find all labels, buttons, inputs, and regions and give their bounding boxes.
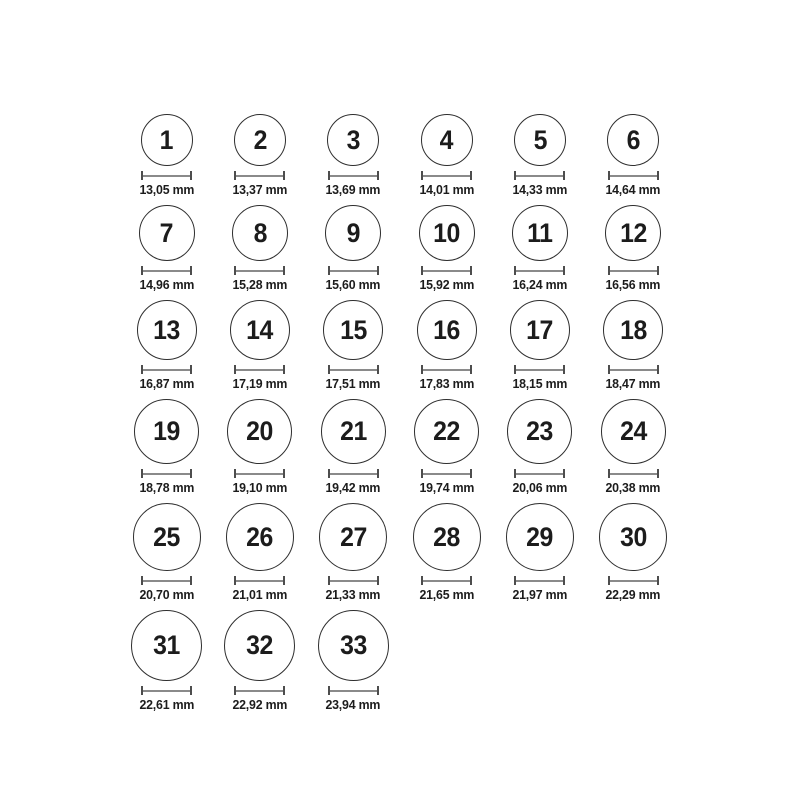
ring-size-number: 22 xyxy=(433,416,460,446)
ring-size-cell xyxy=(586,399,679,495)
diameter-label: 20,70 mm xyxy=(139,587,195,602)
ring-circle xyxy=(234,114,286,166)
ring-size-number: 13 xyxy=(153,314,180,345)
ring-circle xyxy=(227,399,292,464)
diameter-ruler xyxy=(608,266,659,275)
diameter-label: 18,47 mm xyxy=(605,376,661,391)
ring-size-cell xyxy=(400,503,493,602)
diameter-ruler xyxy=(421,266,472,275)
diameter-ruler xyxy=(234,576,285,585)
ring-size-cell xyxy=(307,399,400,495)
diameter-ruler xyxy=(421,365,472,374)
ring-size-number: 23 xyxy=(526,416,554,446)
diameter-ruler xyxy=(421,469,472,478)
ring-size-cell xyxy=(213,610,306,712)
ring-size-number: 28 xyxy=(433,521,460,552)
ring-size-number: 19 xyxy=(153,416,180,446)
diameter-ruler-line xyxy=(516,580,563,582)
diameter-ruler-line xyxy=(236,690,283,692)
diameter-label: 22,61 mm xyxy=(139,697,195,712)
diameter-ruler-line xyxy=(143,369,190,371)
diameter-ruler-line xyxy=(423,369,470,371)
ring-size-number: 2 xyxy=(253,124,267,155)
diameter-label: 13,05 mm xyxy=(139,182,195,197)
ring-size-number: 8 xyxy=(253,217,267,248)
ring-size-number: 14 xyxy=(246,314,274,345)
ring-size-cell xyxy=(586,205,679,292)
ring-size-cell xyxy=(213,399,306,495)
ring-size-number: 24 xyxy=(619,416,647,446)
ring-circle xyxy=(325,205,381,261)
diameter-label: 19,10 mm xyxy=(232,480,288,495)
ring-circle xyxy=(226,503,294,571)
diameter-ruler xyxy=(328,365,379,374)
diameter-label: 19,74 mm xyxy=(419,480,474,495)
ring-size-cell xyxy=(400,399,493,495)
ring-circle xyxy=(603,300,663,360)
diameter-label: 14,01 mm xyxy=(419,182,474,197)
diameter-ruler xyxy=(328,686,379,695)
diameter-label: 22,92 mm xyxy=(232,697,288,712)
ring-size-number: 9 xyxy=(346,217,360,248)
diameter-ruler-line xyxy=(516,473,563,475)
diameter-label: 14,33 mm xyxy=(512,182,568,197)
diameter-ruler xyxy=(608,171,659,180)
diameter-ruler xyxy=(234,469,285,478)
ring-circle xyxy=(232,205,288,261)
ring-circle xyxy=(134,399,199,464)
diameter-ruler xyxy=(328,469,379,478)
diameter-ruler-line xyxy=(610,369,657,371)
ring-size-row xyxy=(120,503,680,602)
ring-circle xyxy=(421,114,473,166)
diameter-ruler xyxy=(514,171,565,180)
diameter-ruler xyxy=(141,365,192,374)
ring-circle xyxy=(224,610,295,681)
diameter-ruler xyxy=(514,469,565,478)
diameter-ruler-line xyxy=(143,580,190,582)
ring-circle xyxy=(599,503,667,571)
ring-circle xyxy=(506,503,574,571)
diameter-ruler-line xyxy=(236,369,283,371)
diameter-ruler-line xyxy=(423,580,470,582)
diameter-ruler xyxy=(421,171,472,180)
diameter-label: 23,94 mm xyxy=(325,697,381,712)
diameter-label: 19,42 mm xyxy=(325,480,381,495)
diameter-ruler xyxy=(514,365,565,374)
diameter-ruler-line xyxy=(143,270,190,272)
ring-circle xyxy=(141,114,193,166)
diameter-label: 16,87 mm xyxy=(139,376,195,391)
diameter-ruler-line xyxy=(516,270,563,272)
diameter-ruler-line xyxy=(236,473,283,475)
ring-size-cell xyxy=(120,300,213,391)
diameter-ruler xyxy=(141,266,192,275)
diameter-ruler-line xyxy=(330,690,377,692)
diameter-ruler xyxy=(608,469,659,478)
ring-size-cell xyxy=(213,503,306,602)
diameter-label: 21,33 mm xyxy=(325,587,381,602)
diameter-label: 22,29 mm xyxy=(605,587,661,602)
diameter-label: 16,24 mm xyxy=(512,277,568,292)
ring-size-cell xyxy=(307,205,400,292)
diameter-ruler xyxy=(328,266,379,275)
ring-size-number: 11 xyxy=(527,217,553,248)
diameter-ruler-line xyxy=(610,473,657,475)
diameter-ruler-line xyxy=(236,580,283,582)
diameter-label: 17,83 mm xyxy=(419,376,474,391)
diameter-ruler-line xyxy=(330,473,377,475)
ring-circle xyxy=(131,610,202,681)
diameter-ruler-line xyxy=(423,270,470,272)
ring-circle xyxy=(512,205,568,261)
ring-size-row xyxy=(120,610,680,712)
ring-size-number: 7 xyxy=(159,217,174,248)
diameter-label: 21,65 mm xyxy=(419,587,474,602)
ring-circle xyxy=(327,114,379,166)
diameter-label: 18,78 mm xyxy=(139,480,195,495)
diameter-label: 18,15 mm xyxy=(512,376,568,391)
diameter-label: 20,38 mm xyxy=(605,480,661,495)
diameter-ruler xyxy=(514,576,565,585)
ring-size-cell xyxy=(120,610,213,712)
ring-size-number: 25 xyxy=(153,521,180,552)
ring-size-number: 1 xyxy=(159,124,174,155)
ring-size-row xyxy=(120,205,680,292)
diameter-label: 17,51 mm xyxy=(325,376,381,391)
ring-size-number: 3 xyxy=(346,124,360,155)
ring-circle xyxy=(230,300,290,360)
diameter-ruler-line xyxy=(610,175,657,177)
ring-size-cell xyxy=(493,205,586,292)
diameter-ruler-line xyxy=(236,175,283,177)
ring-size-cell xyxy=(307,503,400,602)
ring-size-number: 5 xyxy=(533,124,547,155)
ring-size-number: 15 xyxy=(339,314,367,345)
ring-size-cell xyxy=(120,399,213,495)
diameter-ruler-line xyxy=(610,580,657,582)
ring-circle xyxy=(319,503,387,571)
ring-size-cell xyxy=(493,300,586,391)
ring-circle xyxy=(414,399,479,464)
diameter-label: 13,69 mm xyxy=(325,182,381,197)
ring-size-chart xyxy=(120,0,680,712)
ring-circle xyxy=(413,503,481,571)
ring-circle xyxy=(321,399,386,464)
ring-size-number: 32 xyxy=(246,630,274,660)
ring-size-number: 21 xyxy=(339,416,367,446)
diameter-label: 15,92 mm xyxy=(419,277,474,292)
ring-size-cell xyxy=(213,300,306,391)
diameter-ruler-line xyxy=(236,270,283,272)
diameter-ruler-line xyxy=(330,270,377,272)
ring-size-cell xyxy=(493,114,586,197)
ring-circle xyxy=(514,114,566,166)
ring-size-cell xyxy=(400,114,493,197)
ring-size-cell xyxy=(400,205,493,292)
diameter-label: 13,37 mm xyxy=(232,182,288,197)
ring-size-number: 16 xyxy=(433,314,460,345)
ring-circle xyxy=(323,300,383,360)
diameter-ruler xyxy=(328,171,379,180)
ring-size-number: 31 xyxy=(153,630,180,660)
diameter-label: 15,28 mm xyxy=(232,277,288,292)
ring-size-number: 27 xyxy=(339,521,367,552)
diameter-ruler-line xyxy=(423,175,470,177)
diameter-label: 21,97 mm xyxy=(512,587,568,602)
ring-size-number: 33 xyxy=(339,630,367,660)
diameter-ruler xyxy=(608,365,659,374)
ring-size-cell xyxy=(307,300,400,391)
ring-size-number: 12 xyxy=(619,217,647,248)
diameter-ruler xyxy=(141,686,192,695)
ring-size-number: 20 xyxy=(246,416,274,446)
ring-size-cell xyxy=(307,610,400,712)
ring-circle xyxy=(601,399,666,464)
diameter-ruler xyxy=(234,686,285,695)
diameter-label: 17,19 mm xyxy=(232,376,288,391)
ring-circle xyxy=(133,503,201,571)
ring-size-number: 29 xyxy=(526,521,554,552)
diameter-ruler xyxy=(234,365,285,374)
diameter-label: 14,64 mm xyxy=(605,182,661,197)
ring-circle xyxy=(607,114,659,166)
ring-size-cell xyxy=(493,503,586,602)
diameter-label: 14,96 mm xyxy=(139,277,195,292)
diameter-ruler xyxy=(328,576,379,585)
ring-size-cell xyxy=(120,114,213,197)
diameter-ruler-line xyxy=(143,175,190,177)
ring-circle xyxy=(605,205,661,261)
ring-size-number: 6 xyxy=(626,124,640,155)
diameter-ruler xyxy=(514,266,565,275)
diameter-ruler-line xyxy=(330,580,377,582)
ring-circle xyxy=(510,300,570,360)
ring-size-cell xyxy=(213,205,306,292)
diameter-ruler xyxy=(234,171,285,180)
diameter-label: 16,56 mm xyxy=(605,277,661,292)
diameter-ruler xyxy=(141,576,192,585)
ring-size-number: 26 xyxy=(246,521,274,552)
ring-size-number: 4 xyxy=(439,124,454,155)
ring-size-cell xyxy=(213,114,306,197)
ring-circle xyxy=(419,205,475,261)
diameter-label: 20,06 mm xyxy=(512,480,568,495)
ring-size-row xyxy=(120,300,680,391)
diameter-ruler xyxy=(608,576,659,585)
ring-size-number: 30 xyxy=(619,521,647,552)
ring-size-number: 10 xyxy=(433,217,460,248)
ring-circle xyxy=(139,205,195,261)
diameter-label: 21,01 mm xyxy=(232,587,288,602)
ring-size-number: 18 xyxy=(619,314,647,345)
ring-size-cell xyxy=(586,114,679,197)
diameter-ruler-line xyxy=(143,690,190,692)
ring-circle xyxy=(507,399,572,464)
diameter-ruler-line xyxy=(516,175,563,177)
ring-circle xyxy=(137,300,197,360)
ring-size-cell xyxy=(586,300,679,391)
diameter-ruler-line xyxy=(516,369,563,371)
ring-size-cell xyxy=(493,399,586,495)
diameter-ruler xyxy=(141,469,192,478)
ring-size-cell xyxy=(586,503,679,602)
ring-circle xyxy=(318,610,389,681)
ring-circle xyxy=(417,300,477,360)
diameter-ruler-line xyxy=(423,473,470,475)
ring-size-cell xyxy=(307,114,400,197)
diameter-ruler-line xyxy=(143,473,190,475)
diameter-ruler xyxy=(421,576,472,585)
diameter-ruler-line xyxy=(610,270,657,272)
diameter-ruler xyxy=(234,266,285,275)
ring-size-row xyxy=(120,114,680,197)
ring-size-number: 17 xyxy=(526,314,554,345)
ring-size-cell xyxy=(400,300,493,391)
ring-size-cell xyxy=(120,205,213,292)
diameter-ruler xyxy=(141,171,192,180)
diameter-ruler-line xyxy=(330,175,377,177)
ring-size-row xyxy=(120,399,680,495)
diameter-ruler-line xyxy=(330,369,377,371)
diameter-label: 15,60 mm xyxy=(325,277,381,292)
ring-size-cell xyxy=(120,503,213,602)
